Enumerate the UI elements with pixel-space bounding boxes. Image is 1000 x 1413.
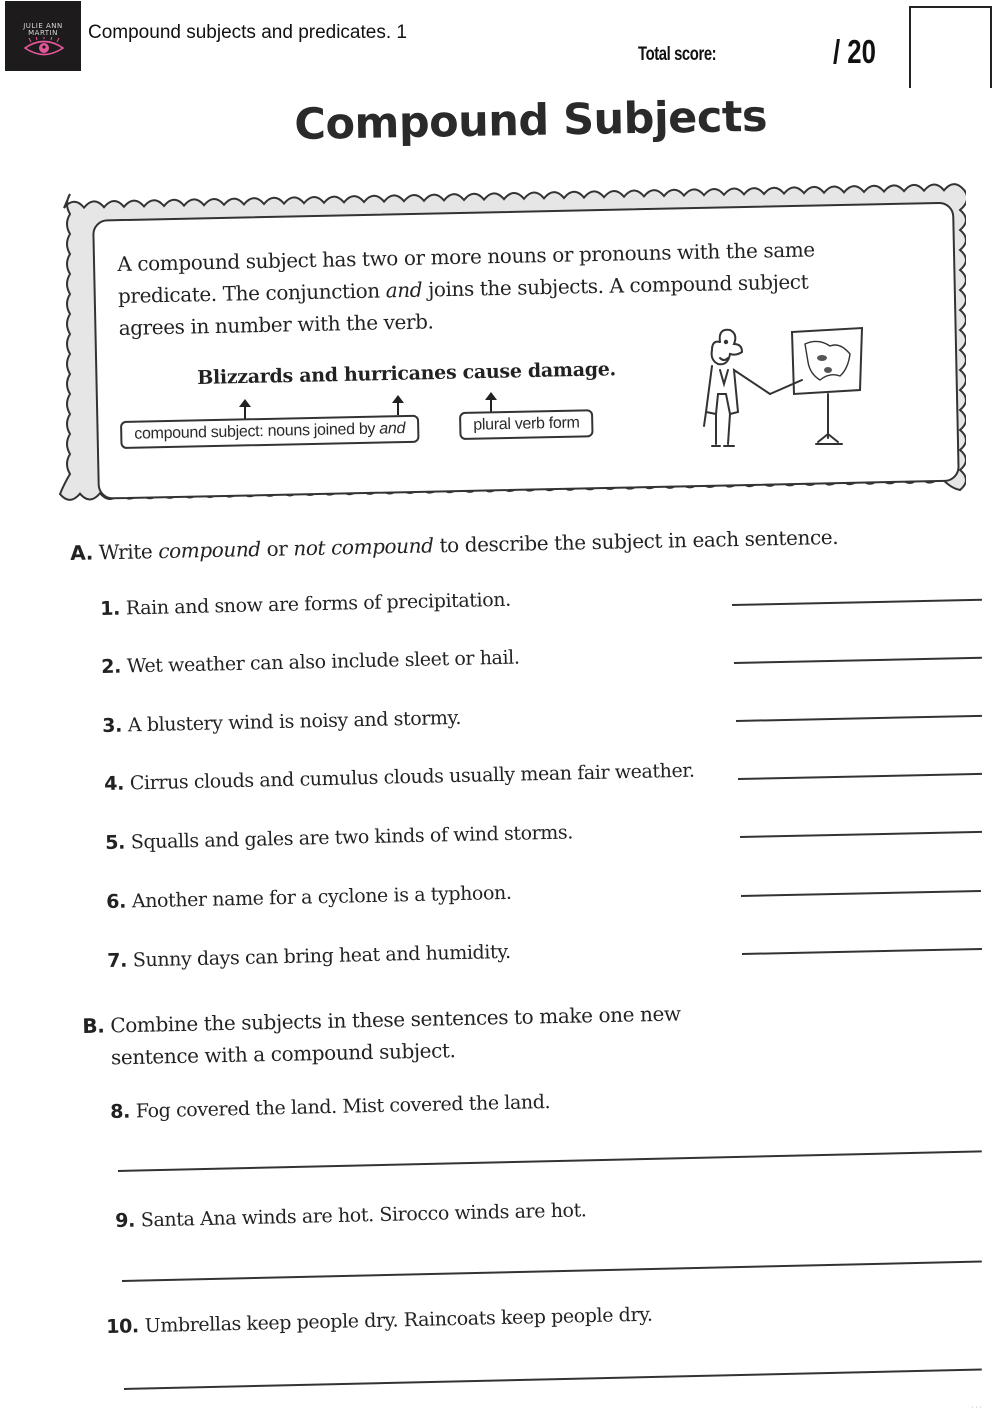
question-number: 6.	[106, 890, 127, 913]
section-a-text-3: to describe the subject in each sentence.	[433, 524, 839, 558]
question-number: 7.	[107, 949, 128, 972]
question-text: Santa Ana winds are hot. Sirocco winds are hot.	[140, 1199, 587, 1232]
question-number: 9.	[115, 1209, 136, 1232]
answer-line-2[interactable]	[734, 657, 982, 664]
example-sentence: Blizzards and hurricanes cause damage.	[197, 358, 617, 389]
question-text: Fog covered the land. Mist covered the land.	[135, 1091, 551, 1123]
question-text: Rain and snow are forms of precipitation.	[125, 588, 511, 620]
question-6	[106, 882, 512, 913]
score-box	[909, 6, 992, 88]
worksheet-title: Compound Subjects	[294, 91, 768, 150]
question-9	[115, 1199, 587, 1232]
section-a-italic-1: compound	[158, 537, 261, 564]
footer-credit: · · ·	[971, 1404, 982, 1411]
section-a-italic-2: not compound	[293, 533, 434, 561]
rule-line-1: A compound subject has two or more nouns or pronouns with the same	[117, 237, 815, 276]
answer-line-9[interactable]	[122, 1260, 982, 1282]
answer-line-3[interactable]	[736, 715, 982, 722]
question-number: 3.	[102, 714, 123, 737]
plural-verb-label: plural verb form	[459, 409, 594, 440]
question-1	[100, 589, 511, 620]
logo	[5, 1, 81, 71]
answer-line-6[interactable]	[741, 890, 981, 897]
total-score-label: Total score:	[638, 44, 717, 65]
score-max: / 20	[833, 33, 876, 70]
label-subject-text: compound subject: nouns joined by	[134, 420, 380, 443]
question-8	[110, 1091, 550, 1123]
question-text: Wet weather can also include sleet or hail.	[126, 646, 520, 678]
arrow-up-icon	[490, 398, 492, 412]
question-5	[105, 821, 573, 854]
answer-line-1[interactable]	[732, 599, 982, 606]
answer-line-4[interactable]	[738, 773, 982, 780]
question-number: 4.	[104, 772, 125, 795]
eye-icon	[23, 37, 65, 59]
section-a-letter: A.	[70, 540, 94, 565]
question-number: 8.	[110, 1100, 131, 1123]
section-b-instruction	[82, 997, 682, 1074]
question-text: Umbrellas keep people dry. Raincoats keep people dry.	[144, 1303, 653, 1338]
question-2	[101, 647, 520, 678]
logo-text	[5, 23, 81, 37]
rule-line-2-end: joins the subjects. A compound subject	[421, 269, 809, 302]
section-b-letter: B.	[82, 1013, 105, 1038]
answer-line-7[interactable]	[742, 948, 982, 955]
answer-line-5[interactable]	[740, 831, 982, 838]
label-subject-italic: and	[379, 420, 406, 438]
question-4	[104, 760, 695, 795]
rule-line-2-italic: and	[385, 277, 423, 303]
question-number: 5.	[105, 831, 126, 854]
question-10	[106, 1304, 653, 1338]
activity-title: Compound subjects and predicates. 1	[88, 22, 407, 43]
logo-text-line2: MARTIN	[28, 29, 58, 37]
answer-line-8[interactable]	[118, 1150, 982, 1172]
question-number: 2.	[101, 655, 122, 678]
rule-line-2-start: predicate. The conjunction	[117, 278, 386, 308]
section-b-text-1: Combine the subjects in these sentences to make one new	[104, 1001, 681, 1038]
question-number: 10.	[106, 1315, 139, 1338]
arrow-up-icon	[397, 401, 399, 415]
answer-line-10[interactable]	[124, 1369, 982, 1390]
question-text: Another name for a cyclone is a typhoon.	[131, 881, 512, 913]
rule-line-3: agrees in number with the verb.	[118, 309, 434, 340]
section-a-text-1: Write	[92, 539, 159, 565]
question-text: Sunny days can bring heat and humidity.	[132, 940, 511, 972]
question-text: Cirrus clouds and cumulus clouds usually mean fair weather.	[129, 759, 695, 795]
question-text: Squalls and gales are two kinds of wind storms.	[130, 821, 574, 854]
section-a-text-2: or	[260, 536, 294, 562]
question-number: 1.	[100, 597, 121, 620]
logo-text-line1: JULIE ANN	[23, 22, 63, 30]
question-7	[107, 941, 511, 972]
section-a-instruction	[70, 525, 838, 565]
question-text: A blustery wind is noisy and stormy.	[127, 706, 462, 737]
arrow-up-icon	[244, 405, 246, 419]
teacher-map-illustration	[690, 314, 880, 454]
question-3	[102, 707, 461, 737]
section-b-line-2: sentence with a compound subject.	[110, 1038, 456, 1070]
